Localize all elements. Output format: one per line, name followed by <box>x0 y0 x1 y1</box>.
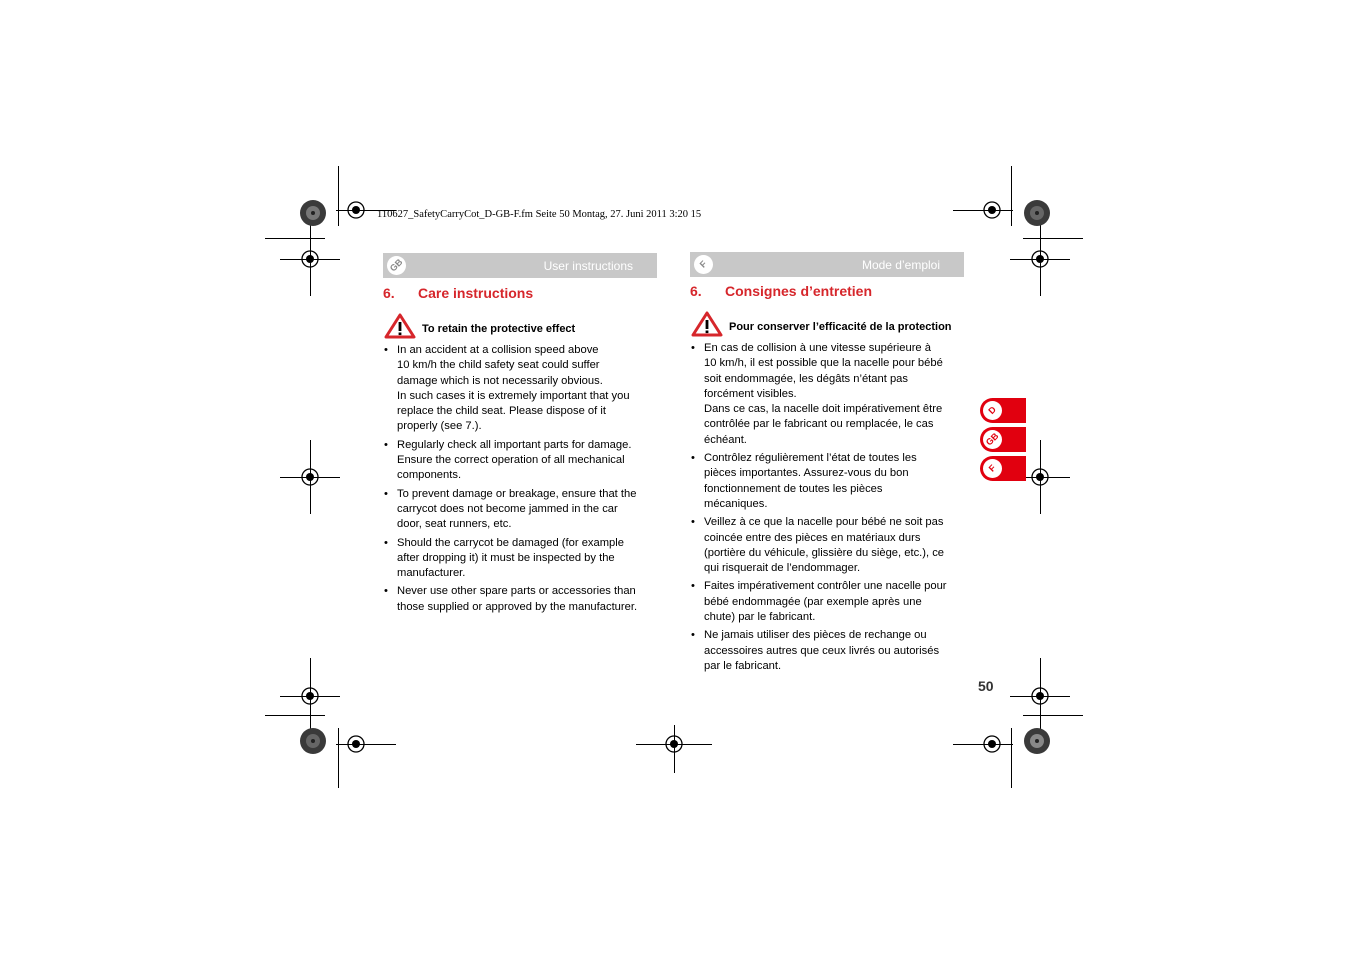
list-item-line: accessoires autres que ceux livrés ou autorisés <box>704 644 940 657</box>
registration-mark-icon <box>295 462 325 492</box>
language-tab-d[interactable] <box>980 398 1026 423</box>
list-item-line: manufacturer. <box>397 567 466 580</box>
list-item-line: • Contrôlez régulièrement l’état de toutes les <box>704 452 917 465</box>
list-item <box>690 515 970 576</box>
list-item-line: door, seat runners, etc. <box>397 518 512 531</box>
list-item-line: par le fabricant. <box>704 659 782 672</box>
starburst-icon <box>1023 727 1051 755</box>
list-item <box>690 341 970 448</box>
language-tab-gb[interactable] <box>980 427 1026 452</box>
section-title <box>383 285 533 301</box>
warning-title: Pour conserver l’efficacité de la protection <box>729 320 952 333</box>
list-item-line: • En cas de collision à une vitesse supérieure à <box>704 342 931 354</box>
bullet-list <box>383 343 663 618</box>
list-item-line: after dropping it) it must be inspected by the <box>397 551 615 564</box>
header-bar-f <box>690 252 964 277</box>
section-number: 6. <box>383 285 395 301</box>
warning-triangle-icon <box>384 313 416 344</box>
warning-title: To retain the protective effect <box>422 322 576 335</box>
page-number: 50 <box>978 678 994 694</box>
list-item-line: • Regularly check all important parts for damage. <box>397 438 632 451</box>
list-item-line: qui risquerait de l’endommager. <box>704 562 861 575</box>
list-item-line: contrôlée par le fabricant ou remplacée, le cas <box>704 418 934 431</box>
list-item-line: forcément visibles. <box>704 387 797 400</box>
list-item-line: • Faites impérativement contrôler une nacelle pour <box>704 580 947 593</box>
list-item-line: • Never use other spare parts or accessories than <box>397 585 636 598</box>
registration-mark-icon <box>977 195 1007 225</box>
list-item-line: bébé endommagée (par exemple après une <box>704 595 922 608</box>
starburst-icon <box>299 199 327 227</box>
list-item-line: soit endommagée, les dégâts n’étant pas <box>704 372 908 385</box>
list-item-line: those supplied or approved by the manufacturer. <box>397 600 638 613</box>
list-item-line: properly (see 7.). <box>397 420 482 433</box>
registration-mark-icon <box>1025 244 1055 274</box>
list-item <box>383 536 663 582</box>
language-tab-label: GB <box>979 426 1006 453</box>
registration-mark-icon <box>977 729 1007 759</box>
list-item <box>690 628 970 674</box>
registration-mark-icon <box>341 729 371 759</box>
list-item-line: mécaniques. <box>704 497 768 510</box>
list-item-line: carrycot does not become jammed in the car <box>397 502 618 515</box>
language-tab-label: D <box>979 397 1006 424</box>
warning-triangle-icon <box>691 311 723 342</box>
list-item-line: • Veillez à ce que la nacelle pour bébé ne soit pas <box>704 516 944 529</box>
list-item <box>383 343 663 435</box>
starburst-icon <box>299 727 327 755</box>
list-item <box>383 487 663 533</box>
list-item-line: • In an accident at a collision speed above <box>397 344 599 356</box>
language-tab-label: F <box>979 455 1006 482</box>
list-item-line: • To prevent damage or breakage, ensure that the <box>397 487 637 500</box>
warning-row <box>691 311 952 342</box>
list-item-line: 10 km/h, il est possible que la nacelle pour bébé <box>704 357 943 370</box>
registration-mark-icon <box>295 244 325 274</box>
registration-mark-icon <box>295 681 325 711</box>
list-item-line: replace the child seat. Please dispose of it <box>397 405 606 418</box>
list-item <box>383 584 663 615</box>
language-badge: GB <box>383 252 410 279</box>
list-item-line: fonctionnement de toutes les pièces <box>704 482 883 495</box>
list-item <box>690 579 970 625</box>
list-item <box>690 451 970 512</box>
language-tab-f[interactable] <box>980 456 1026 481</box>
list-item-line: • Should the carrycot be damaged (for example <box>397 536 624 549</box>
header-label: User instructions <box>543 259 633 273</box>
language-badge: F <box>690 251 717 278</box>
bullet-list <box>690 341 970 677</box>
list-item-line: components. <box>397 469 462 482</box>
list-item <box>383 438 663 484</box>
list-item-line: pièces importantes. Assurez-vous du bon <box>704 467 909 480</box>
section-title-text: Care instructions <box>418 285 534 301</box>
registration-mark-icon <box>659 729 689 759</box>
section-number: 6. <box>690 283 702 299</box>
list-item-line: In such cases it is extremely important that you <box>397 389 630 402</box>
header-label: Mode d’emploi <box>861 258 940 272</box>
list-item-line: Ensure the correct operation of all mechanical <box>397 454 625 467</box>
list-item-line: • Ne jamais utiliser des pièces de rechange ou <box>704 629 927 642</box>
starburst-icon <box>1023 199 1051 227</box>
list-item-line: échéant. <box>704 433 747 446</box>
section-title <box>690 283 872 299</box>
list-item-line: coincée entre des pièces en matériaux durs <box>704 531 921 544</box>
header-bar-gb <box>383 253 657 278</box>
list-item-line: chute) par le fabricant. <box>704 611 816 624</box>
registration-mark-icon <box>341 195 371 225</box>
warning-row <box>384 313 575 344</box>
list-item-line: (portière du véhicule, glissière du siège, etc.), ce <box>704 546 945 559</box>
list-item-line: Dans ce cas, la nacelle doit impérativement être <box>704 403 943 416</box>
section-title-text: Consignes d’entretien <box>725 283 873 299</box>
file-info: 110627_SafetyCarryCot_D-GB-F.fm Seite 50 Montag, 27. Juni 2011 3:20 15 <box>377 209 702 220</box>
registration-mark-icon <box>1025 462 1055 492</box>
list-item-line: damage which is not necessarily obvious. <box>397 374 603 387</box>
list-item-line: 10 km/h the child safety seat could suffer <box>397 359 600 372</box>
registration-mark-icon <box>1025 681 1055 711</box>
